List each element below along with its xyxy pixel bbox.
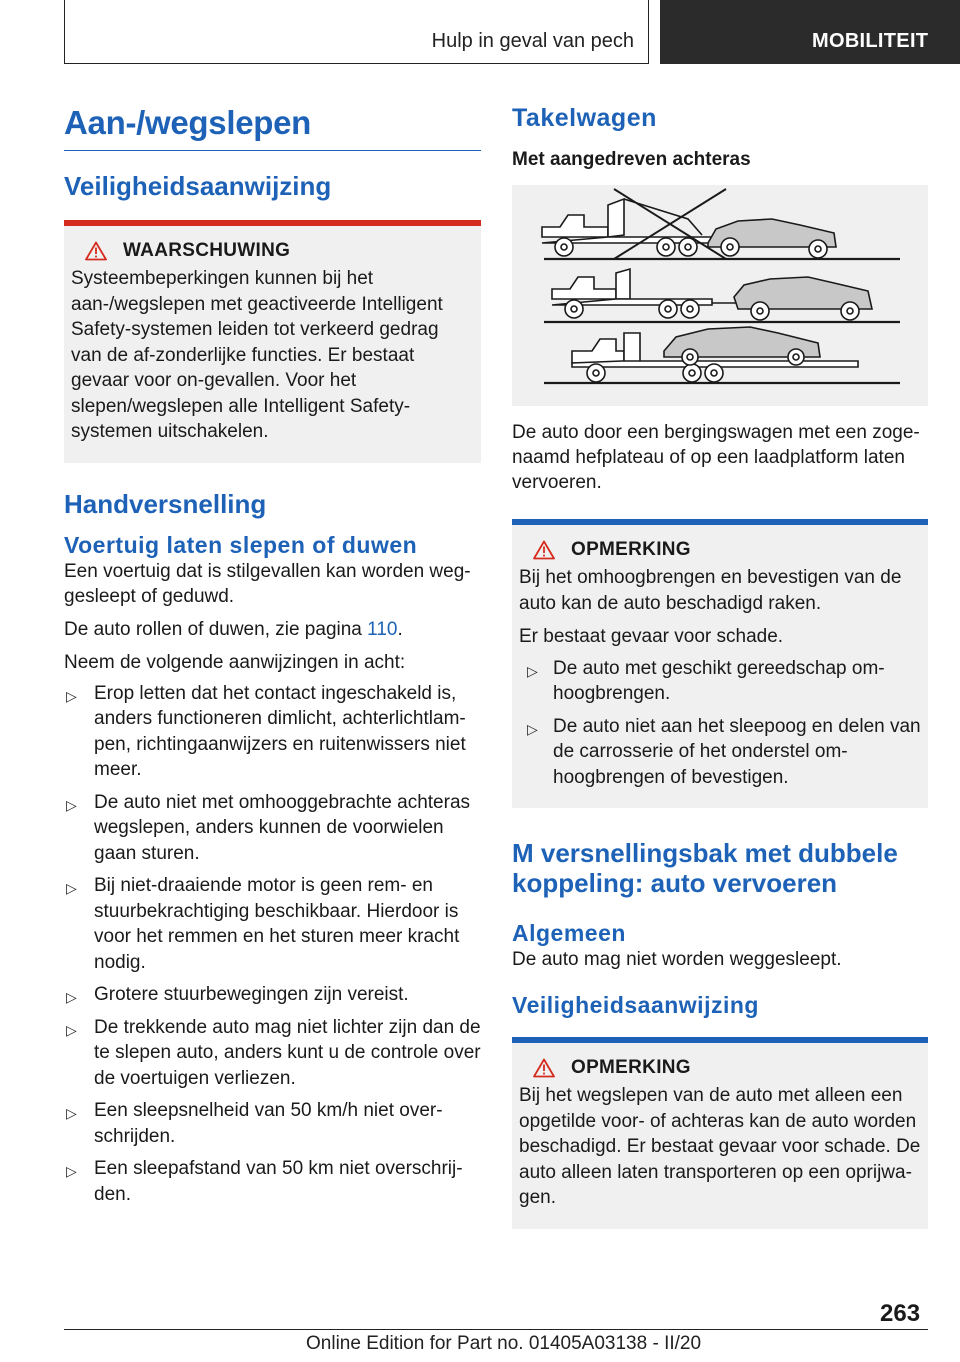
dual-clutch-heading: M versnellingsbak met dubbele koppeling: auto vervoeren	[512, 838, 898, 898]
warning-label: WAARSCHUWING	[123, 240, 291, 261]
triangle-bullet-icon: ▷	[66, 1163, 77, 1179]
warning-triangle-icon	[533, 540, 555, 560]
manual-gearbox-heading: Handversnelling	[64, 488, 267, 519]
footer-divider	[64, 1329, 928, 1330]
list-item	[64, 1156, 481, 1207]
header-chapter-tab: MOBILITEIT	[660, 0, 960, 64]
list-item-text: Grotere stuurbewegingen zijn vereist.	[94, 984, 409, 1005]
note-box-2-head	[519, 1057, 921, 1079]
note-text: Bij het wegslepen van de auto met alleen een opgetilde voor- of achteras kan de auto worden beschadigd. Er bestaat gevaar voor schade. De auto alleen laten transporteren op een oprijwa-gen.	[519, 1085, 921, 1208]
instruction-list	[64, 681, 481, 1208]
page-title: Aan-/wegslepen	[64, 104, 481, 151]
list-item	[64, 1015, 481, 1092]
reference-text: De auto rollen of duwen, zie pagina	[64, 618, 368, 640]
note-box-1	[512, 519, 928, 808]
header-section-title: Hulp in geval van pech	[431, 30, 634, 52]
list-item	[64, 790, 481, 867]
paragraph-instructions: Neem de volgende aanwijzingen in acht:	[64, 651, 406, 673]
list-item-text: Een sleepsnelheid van 50 km/h niet over-schrijden.	[94, 1100, 443, 1147]
general-heading: Algemeen	[512, 920, 626, 946]
tow-truck-subheading: Met aangedreven achteras	[512, 149, 751, 170]
safety-heading: Veiligheidsaanwijzing	[64, 171, 332, 201]
warning-text: Systeembeperkingen kunnen bij het aan-/wegslepen met geactiveerde Intelligent Safety-systemen leiden tot verkeerd gedrag van de af-zonderlijke functies. Er bestaat gevaar voor on-gevallen. Voor het slepen/wegslepen alle Intelligent Safety-systemen uitschakelen.	[71, 268, 443, 442]
triangle-bullet-icon: ▷	[66, 687, 77, 704]
left-column	[64, 96, 481, 1214]
list-item	[519, 714, 921, 791]
list-item-text: De trekkende auto mag niet lichter zijn dan de te slepen auto, anders kunt u de controle over de voertuigen verliezen.	[94, 1016, 481, 1089]
paragraph-stalled: Een voertuig dat is stilgevallen kan worden weg-gesleept of geduwd.	[64, 560, 471, 607]
triangle-bullet-icon: ▷	[66, 1021, 77, 1038]
page-link-110[interactable]: 110	[367, 618, 398, 640]
push-tow-heading: Voertuig laten slepen of duwen	[64, 531, 418, 558]
note-text-1: Bij het omhoogbrengen en bevestigen van de auto kan de auto beschadigd raken.	[519, 567, 902, 614]
page-header	[0, 0, 960, 66]
note-label: OPMERKING	[571, 539, 691, 560]
towing-illustration	[512, 185, 928, 406]
triangle-bullet-icon: ▷	[66, 1105, 77, 1121]
tow-truck-heading: Takelwagen	[512, 104, 657, 132]
warning-box	[64, 220, 481, 463]
list-item	[64, 982, 481, 1008]
list-item-text: Een sleepafstand van 50 km niet overschrij-den.	[94, 1158, 463, 1205]
reference-end: .	[397, 618, 403, 640]
page-number: 263	[880, 1300, 921, 1327]
triangle-bullet-icon: ▷	[66, 880, 77, 896]
list-item-text: Erop letten dat het contact ingeschakeld is, anders functioneren dimlicht, achterlichtlam-pen, richtingaanwijzers en ruitenwissers niet meer.	[94, 682, 466, 780]
warning-triangle-icon	[533, 1058, 555, 1078]
towing-methods-image	[512, 185, 928, 406]
list-item-text: De auto niet aan het sleepoog en delen van de carrosserie of het onderstel om-hoogbrengen of bevestigen.	[553, 715, 921, 788]
note-label: OPMERKING	[571, 1057, 691, 1078]
right-column	[512, 96, 928, 1229]
general-text: De auto mag niet worden weggesleept.	[512, 949, 842, 970]
header-section-box	[64, 0, 649, 64]
list-item-text: De auto niet met omhooggebrachte achteras wegslepen, anders kunnen de voorwielen gaan sturen.	[94, 791, 471, 864]
triangle-bullet-icon: ▷	[66, 989, 77, 1005]
note-text-2: Er bestaat gevaar voor schade.	[519, 626, 784, 647]
list-item	[519, 656, 921, 707]
note-list	[519, 656, 921, 791]
note-box-2	[512, 1037, 928, 1229]
triangle-bullet-icon: ▷	[527, 720, 538, 737]
footer-edition: Online Edition for Part no. 01405A03138 - II/20	[306, 1333, 702, 1354]
note-box-1-head	[519, 539, 921, 561]
triangle-bullet-icon: ▷	[527, 662, 538, 679]
tow-truck-text: De auto door een bergingswagen met een zoge-naamd hefplateau of op een laadplatform laten vervoeren.	[512, 422, 920, 493]
warning-triangle-icon	[85, 241, 107, 261]
list-item-text: Bij niet-draaiende motor is geen rem- en stuurbekrachtiging beschikbaar. Hierdoor is voor het remmen en het sturen meer kracht nodig.	[94, 875, 460, 973]
list-item-text: De auto met geschikt gereedschap om-hoogbrengen.	[553, 657, 885, 704]
paragraph-reference	[64, 617, 481, 642]
list-item	[64, 681, 481, 783]
warning-box-head	[71, 240, 474, 262]
safety-heading-right: Veiligheidsaanwijzing	[512, 992, 759, 1018]
list-item	[64, 873, 481, 975]
list-item	[64, 1098, 481, 1149]
triangle-bullet-icon: ▷	[66, 796, 77, 813]
